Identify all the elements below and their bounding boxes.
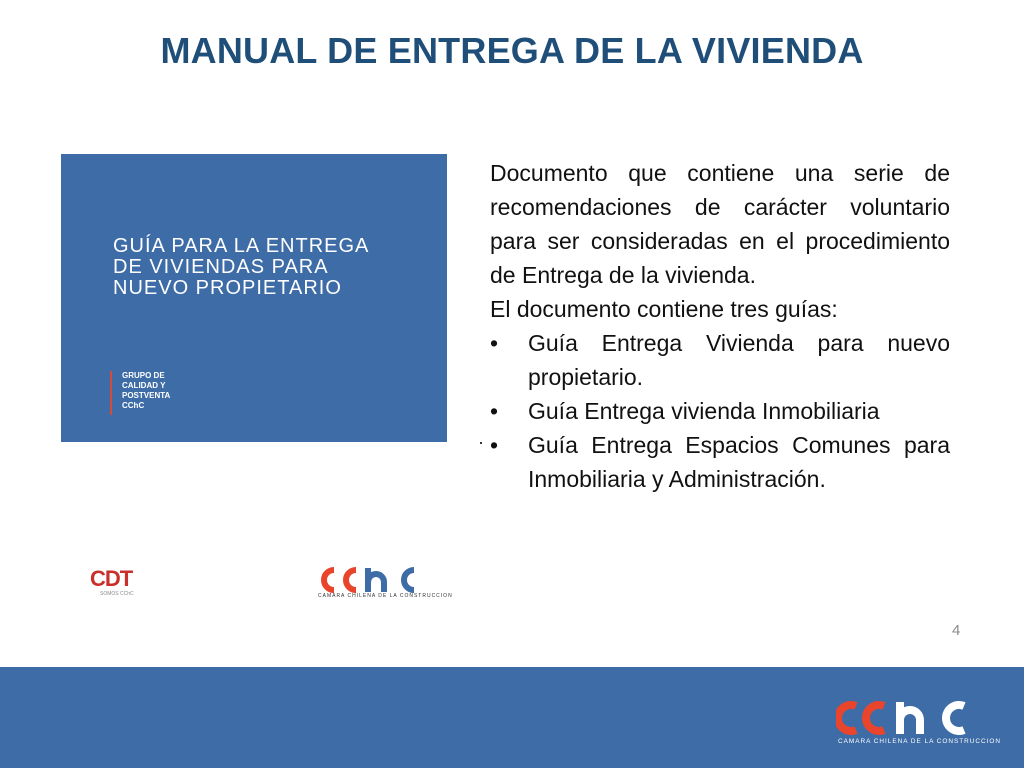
- list-item: [490, 394, 950, 428]
- cchc-logo-small: [318, 566, 453, 602]
- cover-group-line: POSTVENTA: [122, 391, 171, 400]
- cchc-logo-caption: CAMARA CHILENA DE LA CONSTRUCCION: [318, 593, 453, 599]
- bullet-icon: •: [490, 398, 499, 424]
- page-number: 4: [952, 622, 961, 639]
- guide-cover-image: [61, 154, 447, 442]
- cchc-logo-mark: [836, 700, 982, 736]
- description-paragraph: Documento que contiene una serie de recomendaciones de carácter voluntario para ser consideradas en el procedimiento de Entrega de la vivienda.: [490, 160, 950, 288]
- cover-group-line: CChC: [122, 401, 145, 410]
- cover-group-label: [110, 371, 170, 415]
- cchc-logo-caption: CAMARA CHILENA DE LA CONSTRUCCION: [838, 738, 1001, 745]
- cover-title-line: GUÍA PARA LA ENTREGA: [113, 235, 370, 257]
- bullet-icon: •: [490, 330, 499, 356]
- guides-intro: El documento contiene tres guías:: [490, 296, 838, 322]
- list-item-text: Guía Entrega Vivienda para nuevo propietario.: [528, 330, 950, 390]
- guides-list: [490, 326, 950, 496]
- cover-title: [113, 236, 433, 299]
- list-item: [490, 428, 950, 496]
- cover-group-line: CALIDAD Y: [122, 381, 166, 390]
- bullet-icon: •: [490, 432, 499, 458]
- list-item-text: Guía Entrega vivienda Inmobiliaria: [528, 398, 880, 424]
- cover-title-line: DE VIVIENDAS PARA: [113, 256, 329, 278]
- stray-dot: ·: [478, 432, 484, 452]
- description-text: [490, 156, 950, 496]
- list-item: [490, 326, 950, 394]
- list-item-text: Guía Entrega Espacios Comunes para Inmobiliaria y Administración.: [528, 432, 950, 492]
- cdt-logo-text: CDT: [90, 566, 133, 591]
- cchc-logo-footer: [834, 700, 1001, 750]
- cover-group-line: GRUPO DE: [122, 371, 165, 380]
- cdt-logo: [90, 566, 150, 600]
- cover-title-line: NUEVO PROPIETARIO: [113, 277, 342, 299]
- cchc-logo-mark: [320, 566, 426, 594]
- slide-title: MANUAL DE ENTREGA DE LA VIVIENDA: [160, 30, 864, 71]
- cdt-logo-subtext: SOMOS CChC: [100, 591, 134, 597]
